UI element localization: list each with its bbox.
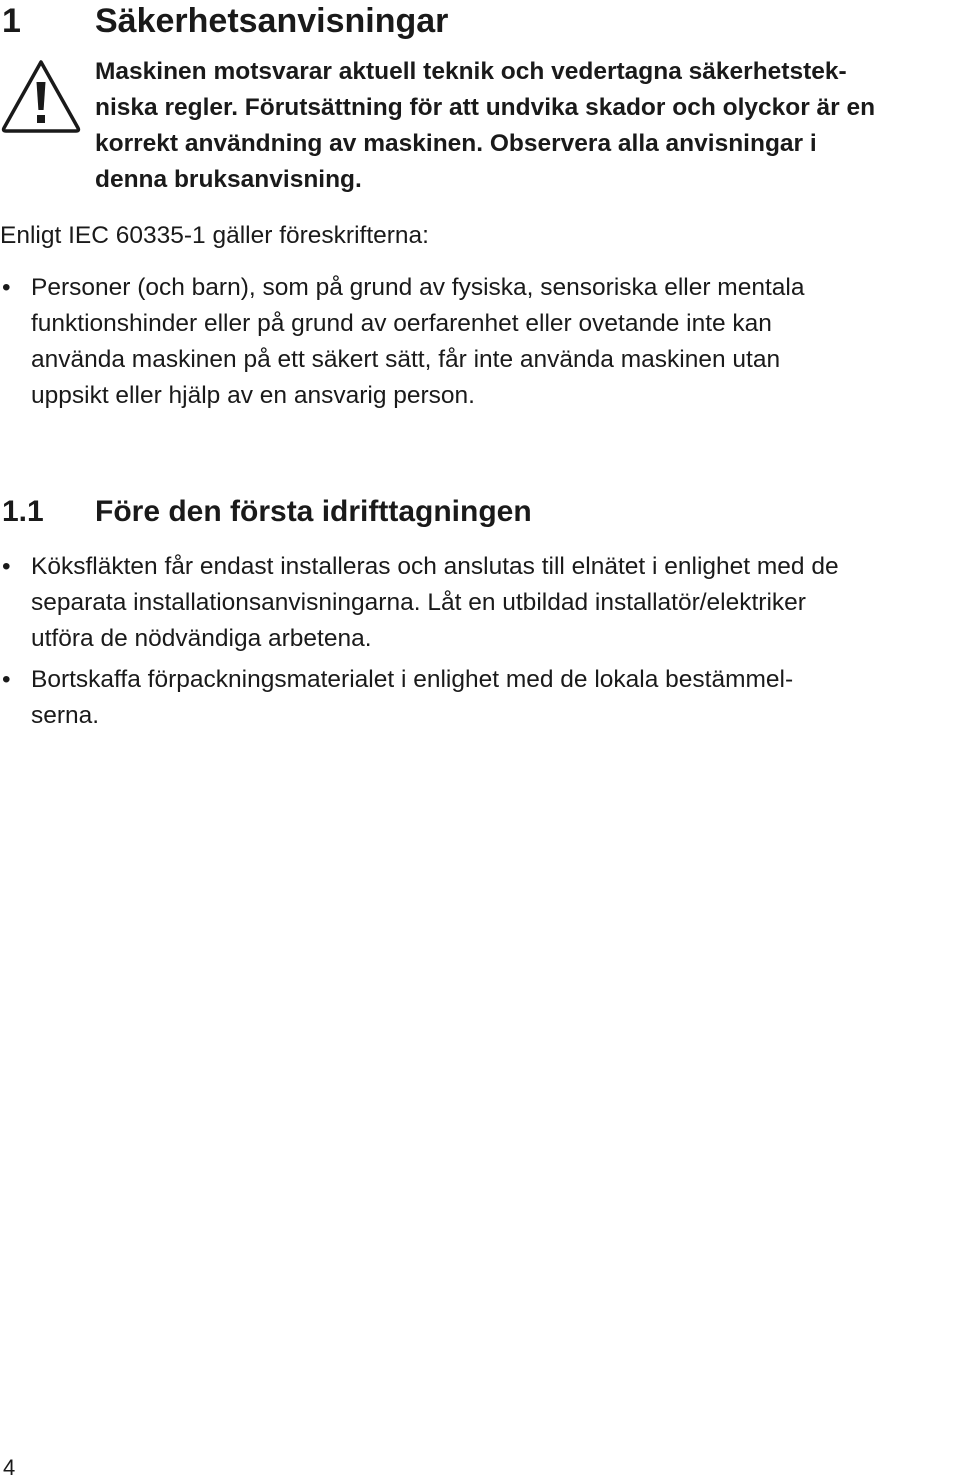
first-use-list	[0, 549, 960, 734]
warning-line: denna bruksanvisning.	[95, 166, 362, 193]
list-item-line: uppsikt eller hjälp av en ansvarig person.	[31, 382, 475, 409]
warning-line: niska regler. Förutsättning för att undvika skador och olyckor är en	[95, 94, 876, 121]
section-title: Säkerhetsanvisningar	[95, 2, 449, 40]
regulation-list	[0, 270, 960, 414]
list-item-line: utföra de nödvändiga arbetena.	[31, 625, 372, 652]
list-item-line: Köksfläkten får endast installeras och anslutas till elnätet i enlighet med de	[31, 553, 839, 580]
list-item-line: använda maskinen på ett säkert sätt, får inte använda maskinen utan	[31, 346, 781, 373]
list-item	[0, 270, 960, 414]
list-item-line: funktionshinder eller på grund av oerfarenhet eller ovetande inte kan	[31, 310, 772, 337]
intro-paragraph: Enligt IEC 60335-1 gäller föreskrifterna:	[0, 222, 429, 249]
warning-icon	[0, 58, 82, 134]
subsection-title: Före den första idrifttagningen	[95, 495, 532, 528]
warning-line: korrekt användning av maskinen. Observera alla anvisningar i	[95, 130, 817, 157]
list-item-line: separata installationsanvisningarna. Låt en utbildad installatör/elektriker	[31, 589, 806, 616]
warning-line: Maskinen motsvarar aktuell teknik och vedertagna säkerhetstek-	[95, 58, 847, 85]
bullet-icon: •	[2, 666, 11, 693]
list-item	[0, 662, 960, 734]
list-item-line: serna.	[31, 702, 100, 729]
list-item-line: Bortskaffa förpackningsmaterialet i enlighet med de lokala bestämmel-	[31, 666, 794, 693]
warning-notice	[95, 54, 960, 198]
list-item-line: Personer (och barn), som på grund av fysiska, sensoriska eller mentala	[31, 274, 805, 301]
list-item	[0, 549, 960, 657]
bullet-icon: •	[2, 553, 11, 580]
subsection-number: 1.1	[2, 495, 44, 528]
bullet-icon: •	[2, 274, 11, 301]
page-number: 4	[3, 1455, 16, 1480]
section-number: 1	[2, 2, 21, 40]
